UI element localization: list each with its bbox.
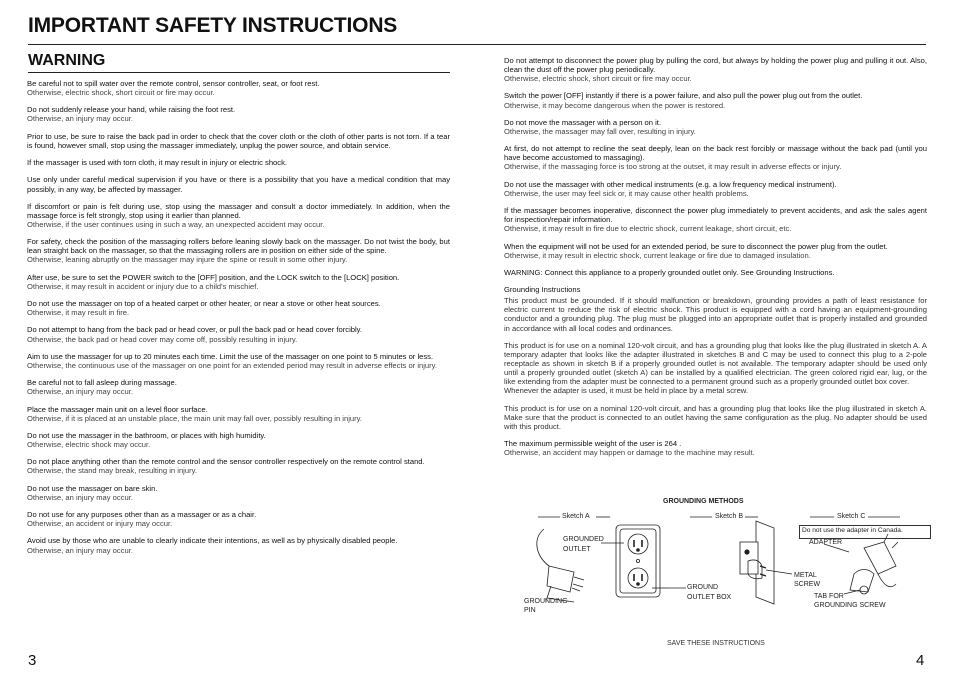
grounding-paragraph-2: This product is for use on a nominal 120-volt circuit, and has a grounding plug that looks like the plug illustrated in sketch A. A temporary adapter that looks like the adapter illustrated in sketches B and C may be used to connect this plug to a 2-pole receptacle as shown in sketch B if a properly grounded outlet is not available. The temporary adapter should be used only until a properly grounded outlet (sketch A) can be installed by a qualified electrician. The green colored rigid ear, lug, or the like extending from the adapter must be connected to a permanent ground such as a properly grounded outlet box cover. [504,340,927,387]
right-item [504,206,927,233]
right-item-consequence: Otherwise, the user may feel sick or, it may cause other health problems. [504,188,749,198]
save-instructions: SAVE THESE INSTRUCTIONS [667,640,765,647]
right-column [504,56,927,465]
left-item-consequence: Otherwise, an injury may occur. [27,492,133,502]
right-item [504,56,927,83]
left-item [27,536,450,554]
right-item-text: Do not use the massager with other medical instruments (e.g. a low frequency medical instrument). [504,179,837,189]
screw-label: SCREW [794,581,821,588]
right-item-text: Do not move the massager with a person on it. [504,117,662,127]
weight-main: The maximum permissible weight of the user is 264 . [504,439,682,449]
right-item-consequence: Otherwise, if the massaging force is too strong at the outset, it may result in adverse effects or injury. [504,162,842,172]
left-item-consequence: Otherwise, it may result in accident or injury due to a child's mischief. [27,281,259,291]
adapter-label: ADAPTER [809,539,843,546]
right-item-text: If the massager becomes inoperative, disconnect the power plug immediately to prevent accidents, and ask the sales agent for inspection/repair information. [504,206,927,225]
left-item [27,105,450,123]
sketch-c-label: Sketch C [837,513,866,520]
page-number-left: 3 [28,652,37,669]
left-item-consequence: Otherwise, the back pad or head cover may come off, possibly resulting in injury. [27,334,298,344]
grounding-screw-label: GROUNDING SCREW [814,602,886,609]
right-item-text: WARNING: Connect this appliance to a properly grounded outlet only. See Grounding Instructions. [504,267,835,277]
right-item [504,144,927,171]
left-item-text: Do not place anything other than the remote control and the sensor controller respectively on the remote control stand. [27,457,425,467]
left-item-text: Do not use the massager on top of a heated carpet or other heater, or near a stove or other heat sources. [27,299,381,309]
left-item-text: For safety, check the position of the massaging rollers before leaning slowly back on the massager. Do not twist the body, but lean straight back on the massager, so that the massaging rollers are in position on either side of the spine. [27,237,450,256]
left-item [27,299,450,317]
left-item-text: Do not use the massager in the bathroom, or places with high humidity. [27,430,266,440]
canada-note: Do not use the adapter in Canada. [799,525,931,539]
left-item-text: Do not suddenly release your hand, while raising the foot rest. [27,105,236,115]
left-item-text: Do not attempt to hang from the back pad or head cover, or pull the back pad or head cover forcibly. [27,325,363,335]
left-item-text: Be careful not to spill water over the remote control, sensor controller, seat, or foot rest. [27,79,320,88]
left-item [27,132,450,150]
warning-heading: WARNING [28,52,106,69]
right-item-consequence: Otherwise, electric shock, short circuit or fire may occur. [504,74,692,84]
right-item-consequence: Otherwise, it may become dangerous when the power is restored. [504,100,726,110]
left-item-consequence: Otherwise, electric shock, short circuit or fire may occur. [27,88,215,98]
sketch-a-label: Sketch A [562,513,590,520]
left-item-text: Do not use the massager on bare skin. [27,483,158,493]
grounded-label: GROUNDED [563,536,604,543]
left-item-text: If the massager is used with torn cloth, it may result in injury or electric shock. [27,158,287,168]
weight-sub: Otherwise, an accident may happen or damage to the machine may result. [504,448,755,458]
weight-note [504,439,927,457]
left-item-consequence: Otherwise, an injury may occur. [27,387,133,397]
left-item-text: Aim to use the massager for up to 20 minutes each time. Limit the use of the massager on one point to 5 minutes or less. [27,351,434,361]
left-item-text: After use, be sure to set the POWER switch to the [OFF] position, and the LOCK switch to the [LOCK] position. [27,272,400,282]
left-item-text: Do not use for any purposes other than as a massager or as a chair. [27,510,257,520]
right-item [504,118,927,136]
grounding-paragraph-3: This product is for use on a nominal 120-volt circuit, and has a grounding plug that looks like the plug illustrated in sketch A. Make sure that the product is connected to an outlet having the same configuration as the plug. No adapter should be used with this product. [504,403,927,431]
right-item [504,242,927,260]
grounding-diagram [504,494,934,624]
left-item [27,79,450,97]
left-item-text: Avoid use by those who are unable to clearly indicate their intentions, as well as by physically disabled people. [27,536,398,546]
right-item-consequence: Otherwise, it may result in fire due to electric shock, current leakage, short circuit, etc. [504,224,792,234]
left-item-text: Be careful not to fall asleep during massage. [27,378,177,388]
left-item [27,484,450,502]
grounding-illustrations [504,494,934,624]
right-item [504,180,927,198]
left-item-consequence: Otherwise, the continuous use of the massager on one point for an extended period may result in adverse effects or injury. [27,360,438,370]
left-item-consequence: Otherwise, if it is placed at an unstable place, the main unit may fall over, possibly resulting in injury. [27,413,362,423]
left-item [27,158,450,167]
left-item [27,237,450,264]
left-item [27,352,450,370]
left-item [27,273,450,291]
right-item-text: Do not attempt to disconnect the power plug by pulling the cord, but always by holding the power plug and pulling it out. Also, clean the dust off the power plug periodically. [504,56,927,75]
left-item [27,378,450,396]
warning-rule [28,72,450,73]
diagram-title: GROUNDING METHODS [663,498,744,505]
right-items [504,56,927,277]
ground-label: GROUND [687,584,719,591]
left-item-consequence: Otherwise, an accident or injury may occur. [27,519,173,529]
title-rule [28,44,926,45]
sketch-b-label: Sketch B [715,513,744,520]
right-item-consequence: Otherwise, it may result in electric shock, current leakage or fire due to damaged insulation. [504,250,811,260]
grounding-heading: Grounding Instructions [504,285,581,295]
left-item [27,325,450,343]
left-column [27,79,450,563]
left-item-consequence: Otherwise, the stand may break, resulting in injury. [27,466,197,476]
grounding-instructions [504,285,927,431]
page-title: IMPORTANT SAFETY INSTRUCTIONS [28,14,398,37]
right-item-text: At first, do not attempt to recline the seat deeply, lean on the back rest forcibly or massage without the back pad (until you have become accustomed to massaging). [504,144,927,163]
outlet-box-label: OUTLET BOX [687,594,732,601]
left-item-consequence: Otherwise, an injury may occur. [27,114,133,124]
grounding-paragraph-1: This product must be grounded. If it should malfunction or breakdown, grounding provides a path of least resistance for electric current to reduce the risk of electric shock. This product is equipped with a cord having an equipment-grounding conductor and a grounding plug. The plug must be plugged into an appropriate outlet that is properly installed and grounded in accordance with all local codes and ordinances. [504,296,927,333]
right-item-consequence: Otherwise, the massager may fall over, resulting in injury. [504,126,696,136]
left-item-text: If discomfort or pain is felt during use, stop using the massager and consult a doctor immediately. In addition, when the massage force is felt strongly, stop using it earlier than planned. [27,201,450,220]
left-item-consequence: Otherwise, if the user continues using in such a way, an unexpected accident may occur. [27,219,325,229]
right-item [504,268,927,277]
right-item [504,91,927,109]
metal-label: METAL [794,572,817,579]
tab-for-label: TAB FOR [814,593,844,600]
left-item [27,405,450,423]
left-item [27,175,450,193]
grounding-paragraph-2b: Whenever the adapter is used, it must be held in place by a metal screw. [504,386,748,396]
left-item [27,510,450,528]
grounding-pin-label-2: PIN [524,607,536,614]
left-item [27,457,450,475]
right-item-text: Switch the power [OFF] instantly if there is a power failure, and also pull the power plug out from the outlet. [504,91,863,101]
left-item-text: Place the massager main unit on a level floor surface. [27,404,208,414]
grounding-pin-label-1: GROUNDING [524,598,568,605]
left-item-consequence: Otherwise, electric shock may occur. [27,440,151,450]
left-item-text: Prior to use, be sure to raise the back pad in order to check that the cover cloth or the cloth of other parts is not torn. If a tear is found, however small, stop using the massager immediately, unplug the power source, and obtain service. [27,131,450,150]
left-item [27,202,450,229]
left-item-consequence: Otherwise, leaning abruptly on the massager may injure the spine or result in some other injury. [27,255,348,265]
left-item-consequence: Otherwise, an injury may occur. [27,545,133,555]
left-item-text: Use only under careful medical supervision if you have or there is a possibility that you have a medical condition that may possibly, in any way, be affected by massager. [27,175,450,194]
left-item [27,431,450,449]
right-item-text: When the equipment will not be used for an extended period, be sure to disconnect the power plug from the outlet. [504,241,888,251]
outlet-label: OUTLET [563,546,591,553]
page-number-right: 4 [916,652,925,669]
left-item-consequence: Otherwise, it may result in fire. [27,308,130,318]
